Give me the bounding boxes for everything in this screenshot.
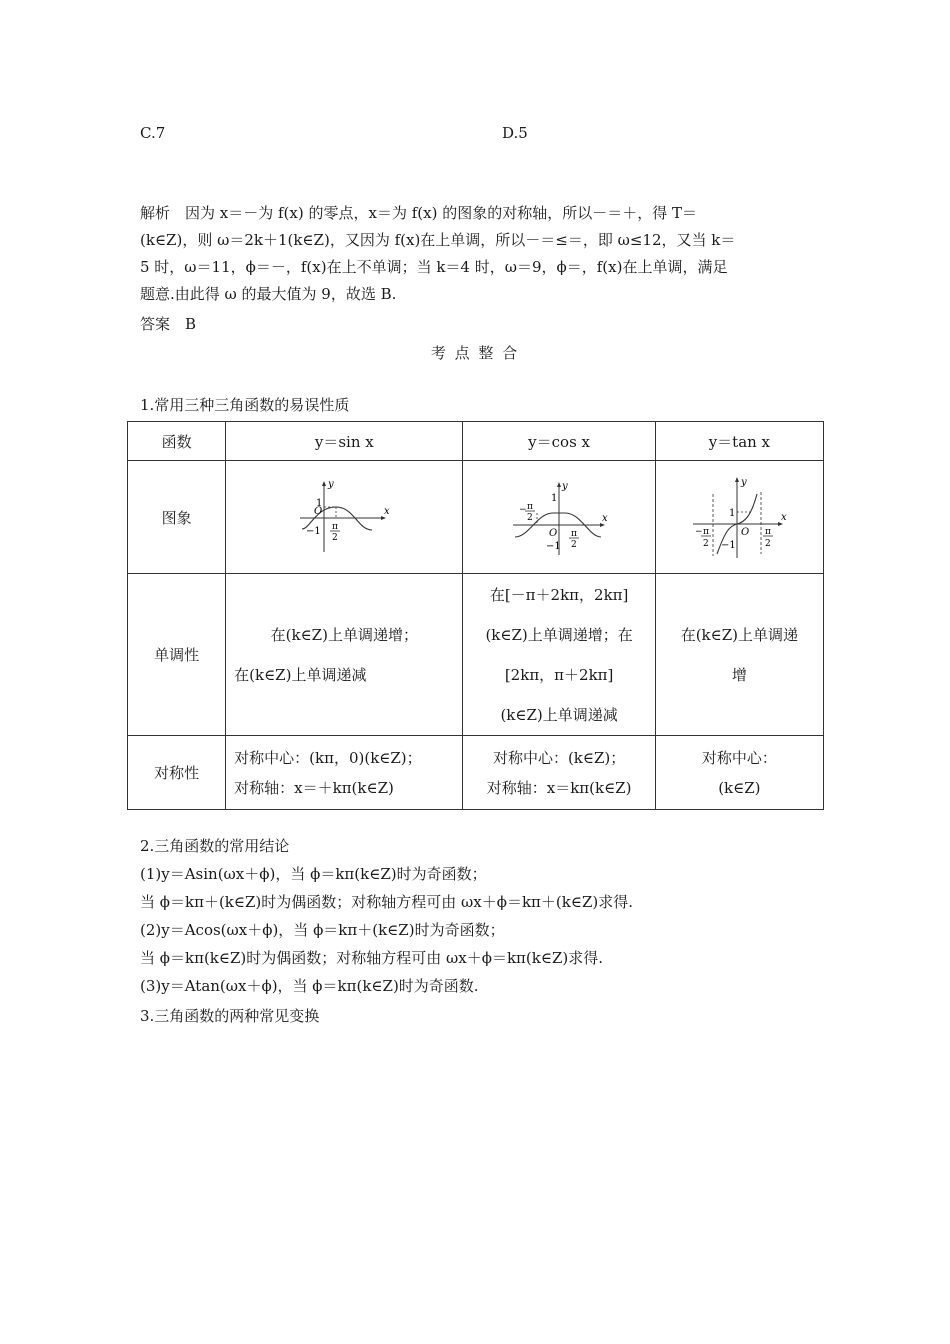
svg-text:π: π	[765, 527, 772, 537]
svg-text:1: 1	[316, 498, 323, 509]
heading-2: 2.三角函数的常用结论	[140, 837, 290, 855]
table-row-graph	[128, 461, 824, 574]
heading-1: 1.常用三种三角函数的易误性质	[140, 396, 350, 414]
solution-line-3: 5 时，ω＝11，ϕ＝－，f(x)在上不单调；当 k＝4 时，ω＝9，ϕ＝，f(x)在上单调，满足	[140, 258, 728, 276]
header-function: 函数	[128, 422, 226, 461]
svg-text:O: O	[549, 528, 558, 539]
sin-symmetry: 对称中心：(kπ，0)(k∈Z)； 对称轴：x＝＋kπ(k∈Z)	[226, 736, 463, 810]
answer: 答案 B	[140, 315, 197, 333]
svg-text:y: y	[741, 477, 748, 488]
sin-monotonicity: 在(k∈Z)上单调递增； 在(k∈Z)上单调递减	[226, 574, 463, 736]
conclusion-5: (3)y＝Atan(ωx＋ϕ)，当 ϕ＝kπ(k∈Z)时为奇函数.	[140, 977, 479, 995]
svg-text:y: y	[562, 481, 568, 492]
table-row-monotonicity	[128, 574, 824, 736]
row-label-monotonicity: 单调性	[128, 574, 226, 736]
svg-text:π: π	[703, 527, 710, 537]
svg-text:O: O	[741, 527, 750, 538]
cos-symmetry: 对称中心：(k∈Z)； 对称轴：x＝kπ(k∈Z)	[463, 736, 655, 810]
svg-text:x: x	[384, 506, 390, 517]
cos-graph-cell	[463, 461, 655, 574]
svg-text:−: −	[695, 527, 703, 537]
tan-symmetry: 对称中心： (k∈Z)	[655, 736, 823, 810]
option-c: C.7	[140, 124, 166, 142]
svg-text:1: 1	[729, 508, 736, 519]
section-title: 考 点 整 合	[430, 344, 520, 362]
svg-text:1: 1	[551, 493, 558, 504]
conclusion-1: (1)y＝Asin(ωx＋ϕ)，当 ϕ＝kπ(k∈Z)时为奇函数；	[140, 865, 487, 883]
header-sin: y＝sin x	[226, 422, 463, 461]
svg-text:π: π	[571, 529, 578, 539]
svg-text:−: −	[519, 505, 527, 515]
sin-graph-cell	[226, 461, 463, 574]
solution-line-1: 解析 因为 x＝－为 f(x) 的零点，x＝为 f(x) 的图象的对称轴，所以－＝＋，得 T＝	[140, 204, 697, 222]
tan-monotonicity: 在(k∈Z)上单调递 增	[655, 574, 823, 736]
sin-graph	[296, 478, 392, 556]
header-tan: y＝tan x	[655, 422, 823, 461]
solution-line-2: (k∈Z)，则 ω＝2k＋1(k∈Z)，又因为 f(x)在上单调，所以－＝≤＝，即 ω≤12，又当 k＝	[140, 231, 736, 249]
svg-text:π: π	[332, 522, 339, 532]
conclusion-2: 当 ϕ＝kπ＋(k∈Z)时为偶函数；对称轴方程可由 ωx＋ϕ＝kπ＋(k∈Z)求得.	[140, 893, 633, 911]
svg-text:x: x	[781, 512, 787, 523]
cos-monotonicity: 在[－π＋2kπ，2kπ] (k∈Z)上单调递增；在 [2kπ，π＋2kπ] (k∈Z)上单调递减	[463, 574, 655, 736]
conclusion-3: (2)y＝Acos(ωx＋ϕ)，当 ϕ＝kπ＋(k∈Z)时为奇函数；	[140, 921, 505, 939]
tan-graph	[689, 474, 789, 560]
option-d: D.5	[502, 124, 528, 142]
conclusion-4: 当 ϕ＝kπ(k∈Z)时为偶函数；对称轴方程可由 ωx＋ϕ＝kπ(k∈Z)求得.	[140, 949, 603, 967]
svg-text:2: 2	[703, 539, 710, 549]
svg-text:x: x	[602, 513, 608, 524]
svg-text:O: O	[314, 506, 323, 517]
header-cos: y＝cos x	[463, 422, 655, 461]
svg-text:−1: −1	[721, 540, 737, 551]
table-header-row	[128, 422, 824, 461]
svg-text:y: y	[328, 479, 334, 490]
row-label-symmetry: 对称性	[128, 736, 226, 810]
heading-3: 3.三角函数的两种常见变换	[140, 1007, 320, 1025]
svg-text:2: 2	[332, 533, 339, 543]
row-label-graph: 图象	[128, 461, 226, 574]
tan-graph-cell	[655, 461, 823, 574]
svg-text:−1: −1	[546, 541, 561, 552]
solution-line-4: 题意.由此得 ω 的最大值为 9，故选 B.	[140, 285, 397, 303]
svg-text:π: π	[527, 502, 534, 512]
svg-text:2: 2	[527, 513, 533, 523]
table-row-symmetry	[128, 736, 824, 810]
trig-properties-table	[127, 421, 824, 810]
svg-text:2: 2	[571, 540, 577, 550]
svg-text:−1: −1	[306, 526, 322, 537]
svg-text:2: 2	[765, 539, 772, 549]
cos-graph	[509, 477, 609, 557]
